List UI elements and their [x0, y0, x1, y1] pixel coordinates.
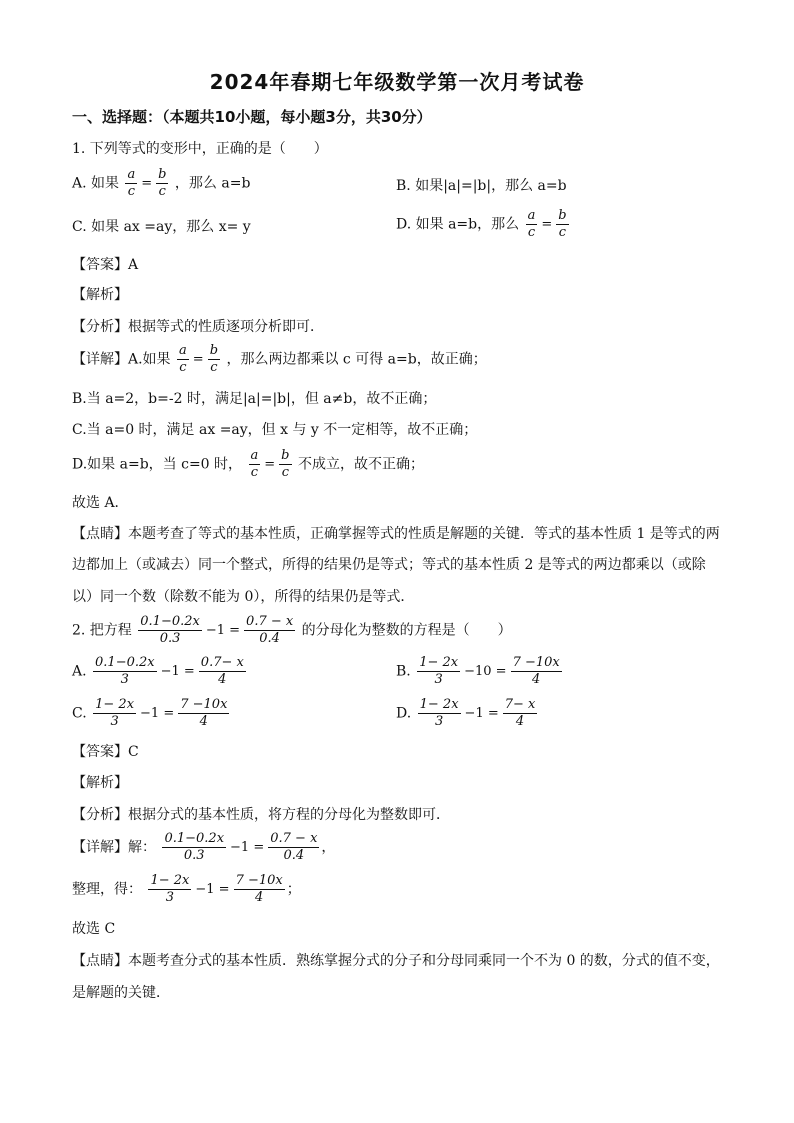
q1-stem: 1. 下列等式的变形中，正确的是（ ） — [72, 141, 328, 157]
fraction: $\frac{7 -10x}{4}$ — [180, 697, 228, 729]
fraction: $\frac{b}{c}$ — [558, 208, 567, 240]
fraction: $\frac{b}{c}$ — [209, 343, 219, 375]
fraction: $\frac{0.7 - x}{0.4}$ — [246, 614, 294, 646]
fraction: $\frac{1- 2x}{3}$ — [150, 873, 190, 905]
q2-analysis: 【分析】根据分式的基本性质，将方程的分母化为整数即可． — [72, 807, 450, 823]
fraction: $\frac{b}{c}$ — [158, 167, 167, 199]
q1-jiexi-heading: 【解析】 — [72, 287, 128, 303]
fraction: $\frac{0.7 - x}{0.4}$ — [270, 831, 318, 863]
q2-option-b: B. $\frac{1- 2x}{3}$ −10 = $\frac{7 -10x}{4}$ — [396, 655, 560, 687]
q2-option-a: A. $\frac{0.1-0.2x}{3}$ −1 = $\frac{0.7- x}{4}$ — [72, 655, 244, 687]
q1-option-d: D. 如果 a=b，那么 $\frac{a}{c}$ = $\frac{b}{c}$ — [396, 208, 567, 240]
q2-stem: 2. 把方程 $\frac{0.1-0.2x}{0.3}$ −1 = $\frac{0.7 - x}{0.4}$ 的分母化为整数的方程是（ ） — [72, 614, 512, 646]
q2-option-d: D. $\frac{1- 2x}{3}$ −1 = $\frac{7- x}{4}$ — [396, 697, 536, 729]
fraction: $\frac{0.7- x}{4}$ — [200, 655, 244, 687]
page-title: 2024年春期七年级数学第一次月考试卷 — [209, 70, 585, 94]
fraction: $\frac{7 -10x}{4}$ — [512, 655, 560, 687]
fraction: $\frac{1- 2x}{3}$ — [95, 697, 135, 729]
q1-comment-2: 边都加上（或减去）同一个整式，所得的结果仍是等式；等式的基本性质 2 是等式的两边都乘以（或除 — [72, 557, 706, 573]
q2-choose: 故选 C — [72, 921, 116, 937]
q1-choose: 故选 A． — [72, 495, 129, 511]
fraction: $\frac{0.1-0.2x}{3}$ — [95, 655, 155, 687]
q2-tidy: 整理，得： $\frac{1- 2x}{3}$ −1 = $\frac{7 -10x}{4}$ ； — [72, 873, 301, 905]
q2-comment-2: 是解题的关键． — [72, 985, 170, 1001]
q1-option-a: A. 如果 $\frac{a}{c}$ = $\frac{b}{c}$ ，那么 a=b — [72, 167, 251, 199]
q1-line-c: C.当 a=0 时，满足 ax =ay，但 x 与 y 不一定相等，故不正确； — [72, 422, 478, 438]
fraction: $\frac{0.1-0.2x}{0.3}$ — [140, 614, 200, 646]
q1-comment-3: 以）同一个数（除数不能为 0），所得的结果仍是等式． — [72, 589, 415, 605]
fraction: $\frac{b}{c}$ — [281, 448, 290, 480]
fraction: $\frac{1- 2x}{3}$ — [419, 655, 459, 687]
fraction: $\frac{a}{c}$ — [527, 208, 536, 240]
fraction: $\frac{0.1-0.2x}{0.3}$ — [164, 831, 225, 863]
q2-comment-1: 【点睛】本题考查分式的基本性质．熟练掌握分式的分子和分母同乘同一个不为 0 的数，分式的值不变， — [72, 953, 720, 969]
q2-detail: 【详解】解： $\frac{0.1-0.2x}{0.3}$ −1 = $\frac{0.7 - x}{0.4}$ ， — [72, 831, 336, 863]
fraction: $\frac{1- 2x}{3}$ — [419, 697, 459, 729]
q2-option-c: C. $\frac{1- 2x}{3}$ −1 = $\frac{7 -10x}{4}$ — [72, 697, 228, 729]
fraction: $\frac{7- x}{4}$ — [504, 697, 536, 729]
fraction: $\frac{a}{c}$ — [127, 167, 136, 199]
q1-comment-1: 【点睛】本题考查了等式的基本性质，正确掌握等式的性质是解题的关键．等式的基本性质 1 是等式的两 — [72, 526, 720, 542]
section-heading: 一、选择题：（本题共10小题，每小题3分，共30分） — [72, 108, 432, 126]
q2-answer: 【答案】C — [72, 744, 139, 760]
fraction: $\frac{a}{c}$ — [179, 343, 187, 375]
q1-answer: 【答案】A — [72, 257, 139, 273]
q2-jiexi-heading: 【解析】 — [72, 775, 128, 791]
fraction: $\frac{7 -10x}{4}$ — [235, 873, 283, 905]
q1-line-d: D.如果 a=b，当 c=0 时， $\frac{a}{c}$ = $\frac{b}{c}$ 不成立，故不正确； — [72, 448, 424, 480]
q1-option-b: B. 如果|a|=|b|，那么 a=b — [396, 178, 567, 194]
fraction: $\frac{a}{c}$ — [250, 448, 259, 480]
q1-option-c: C. 如果 ax =ay，那么 x= y — [72, 219, 251, 235]
q1-analysis: 【分析】根据等式的性质逐项分析即可． — [72, 319, 324, 335]
q1-line-b: B.当 a=2，b=-2 时，满足|a|=|b|，但 a≠b，故不正确； — [72, 391, 437, 407]
q1-detail: 【详解】A.如果 $\frac{a}{c}$ = $\frac{b}{c}$ ，那么两边都乘以 c 可得 a=b，故正确； — [72, 343, 487, 375]
